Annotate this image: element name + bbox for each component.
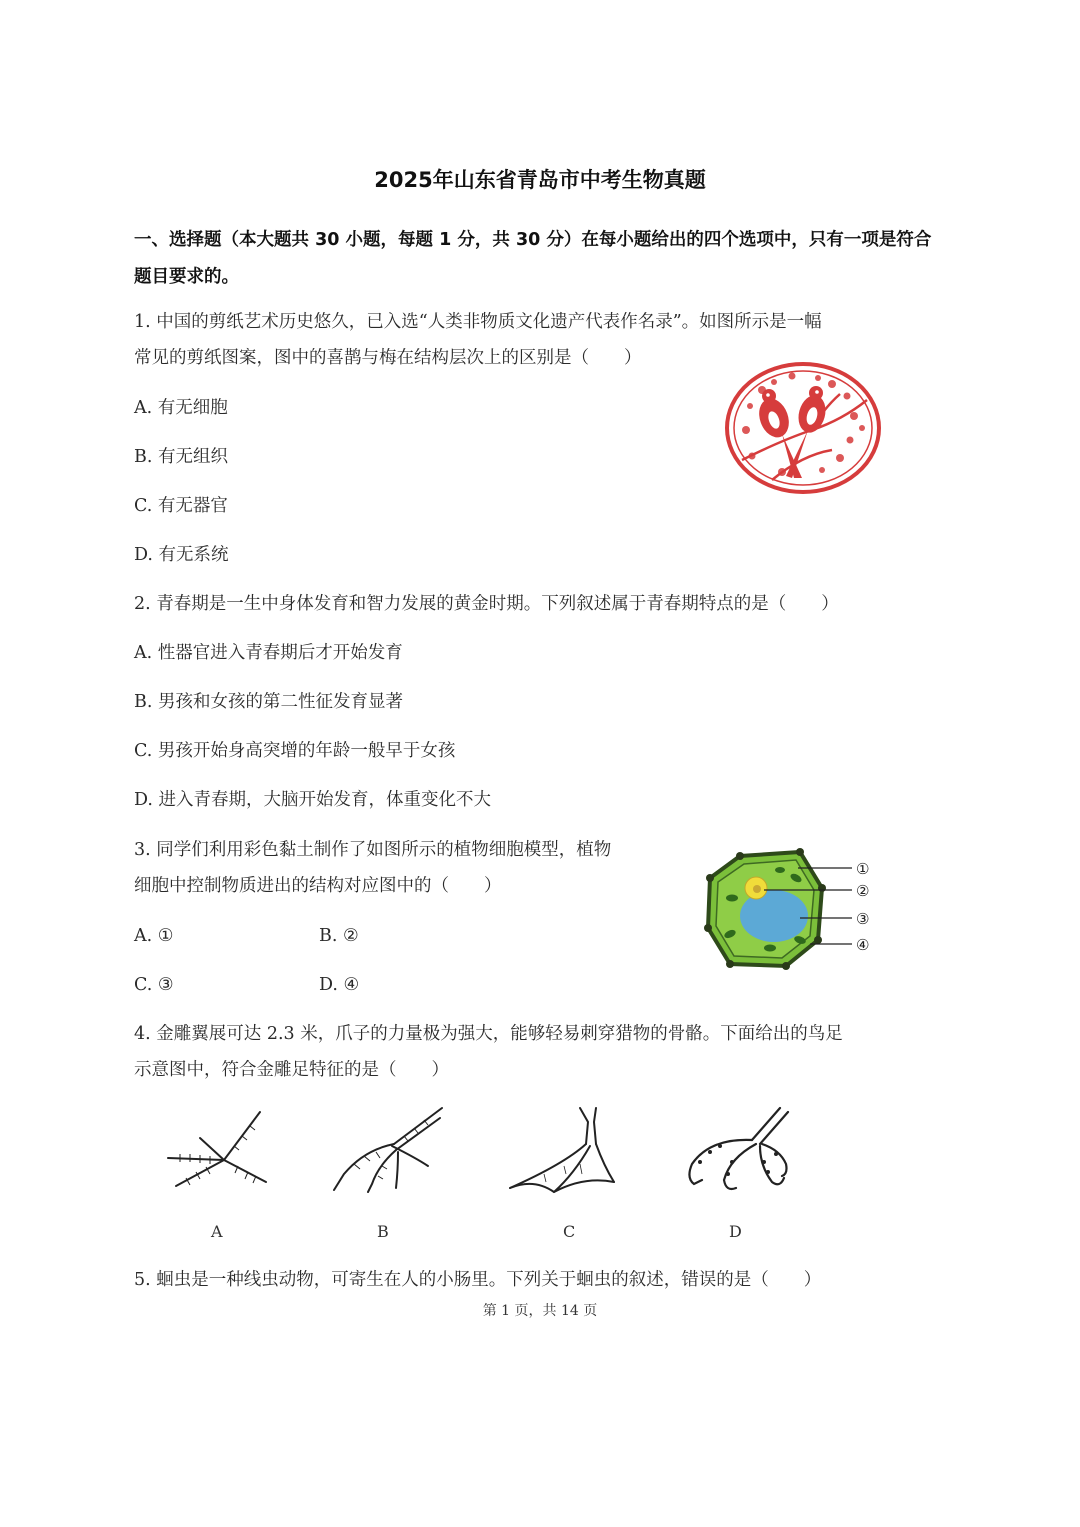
cell-label-3: ③ xyxy=(856,910,870,928)
q5-stem: 5. 蛔虫是一种线虫动物，可寄生在人的小肠里。下列关于蛔虫的叙述，错误的是（ ） xyxy=(134,1270,822,1290)
cell-label-2: ② xyxy=(856,882,870,900)
section-header: 一、选择题（本大题共 30 小题，每题 1 分，共 30 分）在每小题给出的四个选项中，只有一项是符合题目要求的。 xyxy=(134,230,932,287)
q2-option-a: A. 性器官进入青春期后才开始发育 xyxy=(134,643,403,663)
q3-option-a: A. ① xyxy=(134,926,174,946)
q4-stem-line1: 4. 金雕翼展可达 2.3 米，爪子的力量极为强大，能够轻易刺穿猎物的骨骼。下面给出的鸟足 xyxy=(134,1024,843,1044)
q1-option-b: B. 有无组织 xyxy=(134,447,228,467)
exam-title: 2025年山东省青岛市中考生物真题 xyxy=(374,168,706,192)
foot-label-a: A xyxy=(211,1222,223,1241)
cell-label-1: ① xyxy=(856,860,870,878)
q3-option-d: D. ④ xyxy=(319,975,360,995)
papercut-figure xyxy=(722,360,884,496)
q2-option-b: B. 男孩和女孩的第二性征发育显著 xyxy=(134,692,403,712)
bird-foot-c-figure xyxy=(504,1104,620,1196)
q3-option-c: C. ③ xyxy=(134,975,174,995)
q2-option-c: C. 男孩开始身高突增的年龄一般早于女孩 xyxy=(134,741,456,761)
plant-cell-figure xyxy=(700,848,890,972)
q3-stem-line2: 细胞中控制物质进出的结构对应图中的（ ） xyxy=(134,876,502,896)
foot-label-d: D xyxy=(729,1222,742,1241)
foot-label-b: B xyxy=(377,1222,389,1241)
foot-label-c: C xyxy=(563,1222,576,1241)
q4-stem-line2: 示意图中，符合金雕足特征的是（ ） xyxy=(134,1060,449,1080)
q1-option-a: A. 有无细胞 xyxy=(134,398,228,418)
cell-label-4: ④ xyxy=(856,936,870,954)
q3-option-b: B. ② xyxy=(319,926,359,946)
bird-foot-a-figure xyxy=(160,1108,272,1196)
q2-option-d: D. 进入青春期，大脑开始发育，体重变化不大 xyxy=(134,790,492,810)
bird-foot-b-figure xyxy=(324,1104,448,1196)
q1-stem-line1: 1. 中国的剪纸艺术历史悠久，已入选“人类非物质文化遗产代表作名录”。如图所示是一幅 xyxy=(134,312,822,332)
q3-stem-line1: 3. 同学们利用彩色黏土制作了如图所示的植物细胞模型，植物 xyxy=(134,840,612,860)
q1-stem-line2: 常见的剪纸图案，图中的喜鹊与梅在结构层次上的区别是（ ） xyxy=(134,348,642,368)
q1-option-c: C. 有无器官 xyxy=(134,496,228,516)
q2-stem: 2. 青春期是一生中身体发育和智力发展的黄金时期。下列叙述属于青春期特点的是（ ） xyxy=(134,594,839,614)
q1-option-d: D. 有无系统 xyxy=(134,545,229,565)
bird-foot-d-figure xyxy=(680,1104,796,1196)
page-footer: 第 1 页，共 14 页 xyxy=(482,1303,598,1319)
